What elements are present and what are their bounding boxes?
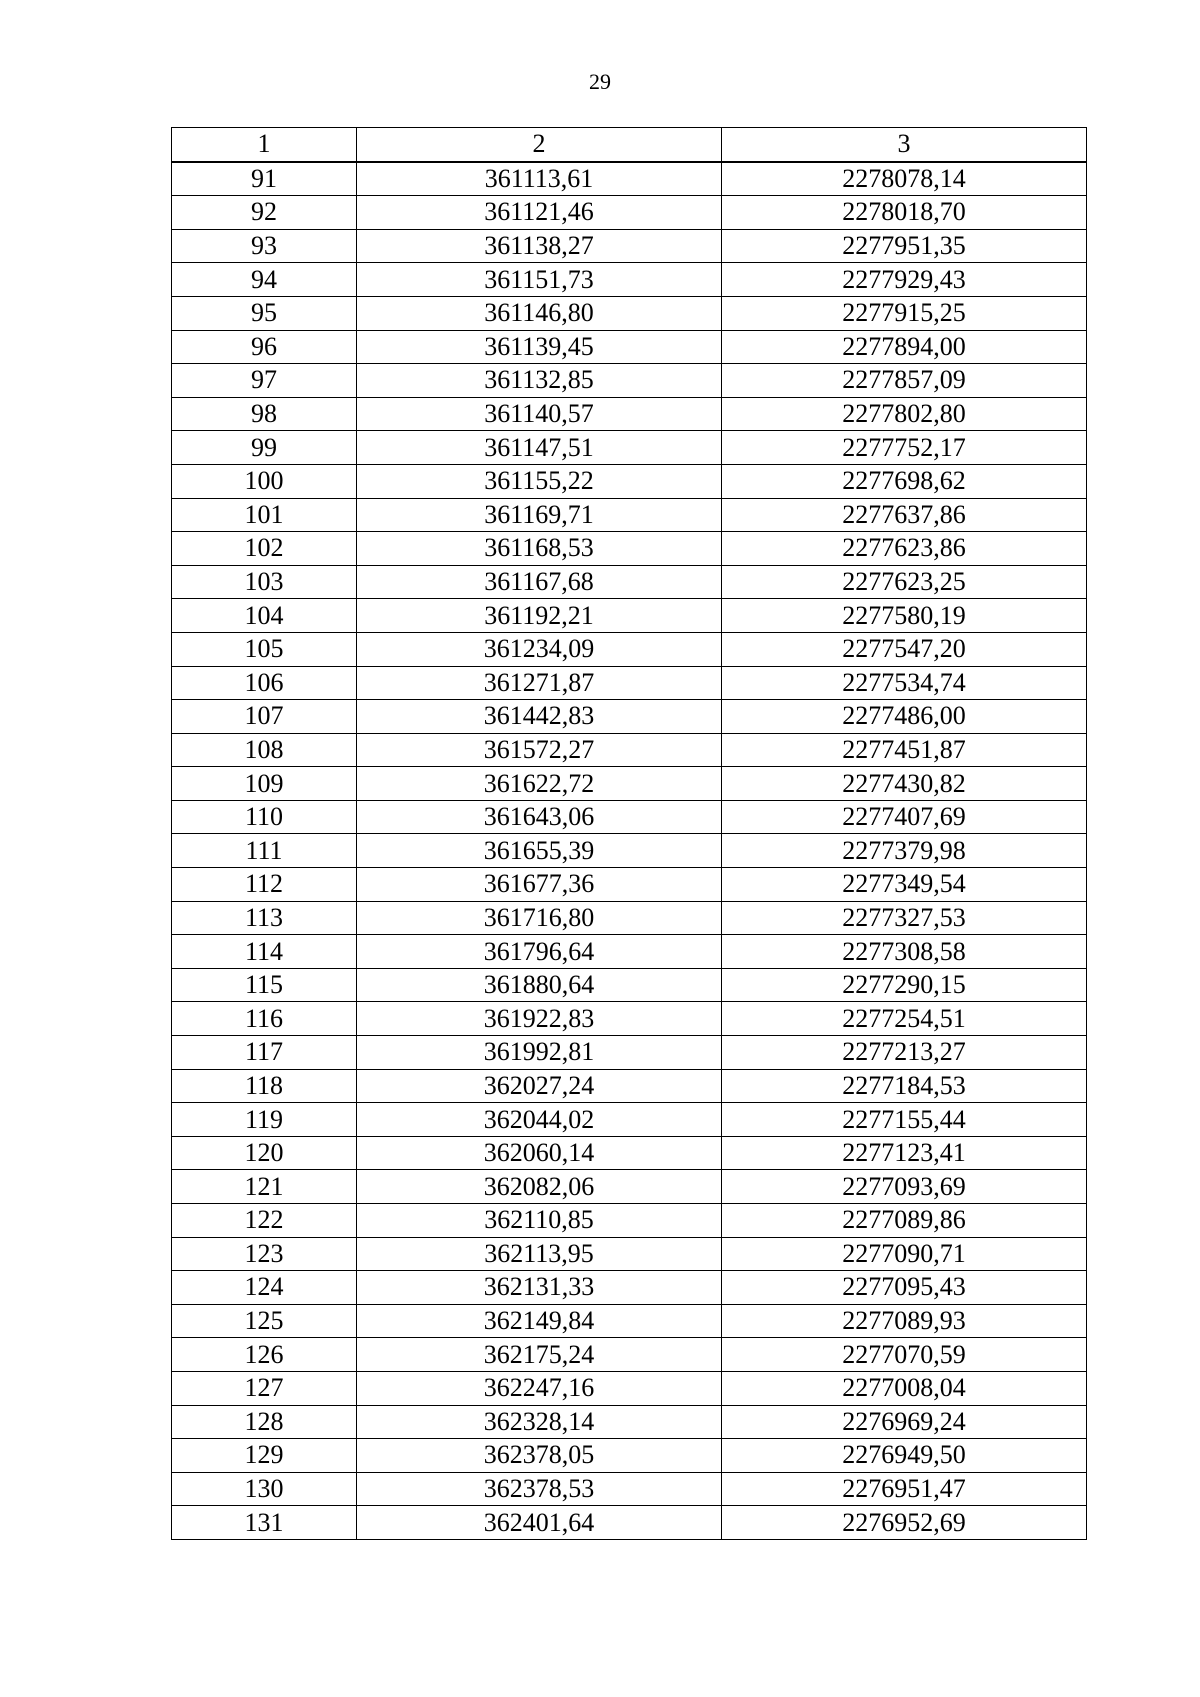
coordinate-y-cell: 2277123,41 bbox=[722, 1136, 1087, 1170]
table-row bbox=[172, 868, 1087, 902]
coordinate-x-cell: 361192,21 bbox=[357, 599, 722, 633]
point-number-cell: 102 bbox=[172, 532, 357, 566]
point-number-cell: 114 bbox=[172, 935, 357, 969]
point-number-cell: 111 bbox=[172, 834, 357, 868]
point-number-cell: 104 bbox=[172, 599, 357, 633]
point-number-cell: 110 bbox=[172, 800, 357, 834]
point-number-cell: 128 bbox=[172, 1405, 357, 1439]
coordinate-y-cell: 2277184,53 bbox=[722, 1069, 1087, 1103]
coordinate-x-cell: 361140,57 bbox=[357, 397, 722, 431]
coordinate-y-cell: 2277407,69 bbox=[722, 800, 1087, 834]
point-number-cell: 116 bbox=[172, 1002, 357, 1036]
coordinate-y-cell: 2276949,50 bbox=[722, 1439, 1087, 1473]
coordinate-x-cell: 361271,87 bbox=[357, 666, 722, 700]
point-number-cell: 100 bbox=[172, 464, 357, 498]
coordinate-x-cell: 362082,06 bbox=[357, 1170, 722, 1204]
coordinate-y-cell: 2277008,04 bbox=[722, 1371, 1087, 1405]
point-number-cell: 96 bbox=[172, 330, 357, 364]
table-row bbox=[172, 1506, 1087, 1540]
point-number-cell: 97 bbox=[172, 364, 357, 398]
coordinate-y-cell: 2276969,24 bbox=[722, 1405, 1087, 1439]
coordinate-x-cell: 361146,80 bbox=[357, 296, 722, 330]
coordinate-y-cell: 2277349,54 bbox=[722, 868, 1087, 902]
point-number-cell: 117 bbox=[172, 1036, 357, 1070]
coordinate-y-cell: 2277752,17 bbox=[722, 431, 1087, 465]
table-row bbox=[172, 1371, 1087, 1405]
coordinate-y-cell: 2277486,00 bbox=[722, 700, 1087, 734]
coordinate-x-cell: 361716,80 bbox=[357, 901, 722, 935]
coordinate-y-cell: 2277090,71 bbox=[722, 1237, 1087, 1271]
coordinate-x-cell: 361139,45 bbox=[357, 330, 722, 364]
point-number-cell: 118 bbox=[172, 1069, 357, 1103]
point-number-cell: 126 bbox=[172, 1338, 357, 1372]
coordinate-x-cell: 361992,81 bbox=[357, 1036, 722, 1070]
coordinate-y-cell: 2277580,19 bbox=[722, 599, 1087, 633]
coordinate-y-cell: 2277070,59 bbox=[722, 1338, 1087, 1372]
point-number-cell: 92 bbox=[172, 196, 357, 230]
column-header-2: 2 bbox=[357, 128, 722, 162]
coordinate-y-cell: 2277802,80 bbox=[722, 397, 1087, 431]
table-row bbox=[172, 162, 1087, 196]
table-row bbox=[172, 800, 1087, 834]
coordinate-y-cell: 2276952,69 bbox=[722, 1506, 1087, 1540]
point-number-cell: 98 bbox=[172, 397, 357, 431]
point-number-cell: 124 bbox=[172, 1271, 357, 1305]
coordinate-y-cell: 2277254,51 bbox=[722, 1002, 1087, 1036]
coordinate-x-cell: 361155,22 bbox=[357, 464, 722, 498]
point-number-cell: 123 bbox=[172, 1237, 357, 1271]
table-row bbox=[172, 1036, 1087, 1070]
table-row bbox=[172, 968, 1087, 1002]
table-row bbox=[172, 733, 1087, 767]
table-row bbox=[172, 1237, 1087, 1271]
point-number-cell: 119 bbox=[172, 1103, 357, 1137]
point-number-cell: 112 bbox=[172, 868, 357, 902]
coordinate-x-cell: 361121,46 bbox=[357, 196, 722, 230]
coordinate-y-cell: 2277213,27 bbox=[722, 1036, 1087, 1070]
coordinate-x-cell: 361167,68 bbox=[357, 565, 722, 599]
table-row bbox=[172, 1136, 1087, 1170]
coordinate-x-cell: 362060,14 bbox=[357, 1136, 722, 1170]
coordinate-x-cell: 361655,39 bbox=[357, 834, 722, 868]
point-number-cell: 93 bbox=[172, 229, 357, 263]
coordinate-y-cell: 2277430,82 bbox=[722, 767, 1087, 801]
point-number-cell: 91 bbox=[172, 162, 357, 196]
table-row bbox=[172, 364, 1087, 398]
coordinate-x-cell: 361147,51 bbox=[357, 431, 722, 465]
point-number-cell: 120 bbox=[172, 1136, 357, 1170]
point-number-cell: 95 bbox=[172, 296, 357, 330]
table-row bbox=[172, 532, 1087, 566]
table-row bbox=[172, 1204, 1087, 1238]
coordinate-x-cell: 361442,83 bbox=[357, 700, 722, 734]
point-number-cell: 121 bbox=[172, 1170, 357, 1204]
coordinate-x-cell: 362027,24 bbox=[357, 1069, 722, 1103]
coordinate-y-cell: 2276951,47 bbox=[722, 1472, 1087, 1506]
point-number-cell: 103 bbox=[172, 565, 357, 599]
coordinate-x-cell: 361677,36 bbox=[357, 868, 722, 902]
coordinate-y-cell: 2277308,58 bbox=[722, 935, 1087, 969]
coordinate-x-cell: 361796,64 bbox=[357, 935, 722, 969]
coordinate-x-cell: 362247,16 bbox=[357, 1371, 722, 1405]
point-number-cell: 101 bbox=[172, 498, 357, 532]
point-number-cell: 130 bbox=[172, 1472, 357, 1506]
coordinate-x-cell: 362110,85 bbox=[357, 1204, 722, 1238]
column-header-1: 1 bbox=[172, 128, 357, 162]
table-row bbox=[172, 700, 1087, 734]
coordinate-y-cell: 2277451,87 bbox=[722, 733, 1087, 767]
table-row bbox=[172, 1338, 1087, 1372]
coordinate-y-cell: 2277290,15 bbox=[722, 968, 1087, 1002]
table-row bbox=[172, 599, 1087, 633]
coordinate-y-cell: 2277379,98 bbox=[722, 834, 1087, 868]
coordinate-y-cell: 2277089,86 bbox=[722, 1204, 1087, 1238]
table-row bbox=[172, 1069, 1087, 1103]
coordinate-x-cell: 362149,84 bbox=[357, 1304, 722, 1338]
table-row bbox=[172, 196, 1087, 230]
coordinate-x-cell: 362378,05 bbox=[357, 1439, 722, 1473]
point-number-cell: 131 bbox=[172, 1506, 357, 1540]
coordinate-x-cell: 361113,61 bbox=[357, 162, 722, 196]
coordinate-x-cell: 361622,72 bbox=[357, 767, 722, 801]
coordinate-x-cell: 361168,53 bbox=[357, 532, 722, 566]
coordinate-y-cell: 2277095,43 bbox=[722, 1271, 1087, 1305]
table-row bbox=[172, 901, 1087, 935]
point-number-cell: 127 bbox=[172, 1371, 357, 1405]
coordinate-x-cell: 361151,73 bbox=[357, 263, 722, 297]
coordinate-y-cell: 2277547,20 bbox=[722, 632, 1087, 666]
coordinate-x-cell: 362113,95 bbox=[357, 1237, 722, 1271]
table-row bbox=[172, 263, 1087, 297]
coordinate-x-cell: 362328,14 bbox=[357, 1405, 722, 1439]
coordinate-y-cell: 2277929,43 bbox=[722, 263, 1087, 297]
point-number-cell: 105 bbox=[172, 632, 357, 666]
coordinate-y-cell: 2278018,70 bbox=[722, 196, 1087, 230]
table-row bbox=[172, 666, 1087, 700]
coordinate-x-cell: 361169,71 bbox=[357, 498, 722, 532]
table-row bbox=[172, 1405, 1087, 1439]
coordinate-x-cell: 362044,02 bbox=[357, 1103, 722, 1137]
point-number-cell: 113 bbox=[172, 901, 357, 935]
table-row bbox=[172, 464, 1087, 498]
coordinate-y-cell: 2277093,69 bbox=[722, 1170, 1087, 1204]
table-row bbox=[172, 565, 1087, 599]
table-row bbox=[172, 1271, 1087, 1305]
coordinate-x-cell: 362378,53 bbox=[357, 1472, 722, 1506]
coordinate-y-cell: 2278078,14 bbox=[722, 162, 1087, 196]
point-number-cell: 108 bbox=[172, 733, 357, 767]
coordinate-y-cell: 2277155,44 bbox=[722, 1103, 1087, 1137]
table-row bbox=[172, 498, 1087, 532]
coordinate-y-cell: 2277915,25 bbox=[722, 296, 1087, 330]
point-number-cell: 106 bbox=[172, 666, 357, 700]
table-row bbox=[172, 767, 1087, 801]
table-row bbox=[172, 397, 1087, 431]
point-number-cell: 122 bbox=[172, 1204, 357, 1238]
point-number-cell: 129 bbox=[172, 1439, 357, 1473]
point-number-cell: 99 bbox=[172, 431, 357, 465]
coordinates-table bbox=[171, 127, 1087, 1540]
coordinate-x-cell: 361234,09 bbox=[357, 632, 722, 666]
coordinate-y-cell: 2277327,53 bbox=[722, 901, 1087, 935]
point-number-cell: 94 bbox=[172, 263, 357, 297]
column-header-3: 3 bbox=[722, 128, 1087, 162]
point-number-cell: 115 bbox=[172, 968, 357, 1002]
coordinate-y-cell: 2277698,62 bbox=[722, 464, 1087, 498]
coordinate-y-cell: 2277623,86 bbox=[722, 532, 1087, 566]
table-row bbox=[172, 1472, 1087, 1506]
table-row bbox=[172, 1439, 1087, 1473]
table-row bbox=[172, 1304, 1087, 1338]
coordinate-x-cell: 361572,27 bbox=[357, 733, 722, 767]
point-number-cell: 107 bbox=[172, 700, 357, 734]
coordinate-x-cell: 361643,06 bbox=[357, 800, 722, 834]
table-body bbox=[172, 162, 1087, 1540]
page-number: 29 bbox=[589, 69, 611, 94]
coordinate-y-cell: 2277894,00 bbox=[722, 330, 1087, 364]
coordinate-y-cell: 2277857,09 bbox=[722, 364, 1087, 398]
table-row bbox=[172, 1170, 1087, 1204]
table-row bbox=[172, 834, 1087, 868]
coordinate-x-cell: 361138,27 bbox=[357, 229, 722, 263]
table-row bbox=[172, 229, 1087, 263]
coordinate-y-cell: 2277951,35 bbox=[722, 229, 1087, 263]
coordinate-x-cell: 361880,64 bbox=[357, 968, 722, 1002]
coordinate-y-cell: 2277623,25 bbox=[722, 565, 1087, 599]
table-row bbox=[172, 296, 1087, 330]
coordinate-x-cell: 362131,33 bbox=[357, 1271, 722, 1305]
coordinate-x-cell: 361132,85 bbox=[357, 364, 722, 398]
coordinate-x-cell: 362401,64 bbox=[357, 1506, 722, 1540]
coordinate-x-cell: 362175,24 bbox=[357, 1338, 722, 1372]
point-number-cell: 109 bbox=[172, 767, 357, 801]
coordinate-y-cell: 2277089,93 bbox=[722, 1304, 1087, 1338]
table-row bbox=[172, 1103, 1087, 1137]
coordinate-y-cell: 2277534,74 bbox=[722, 666, 1087, 700]
table-row bbox=[172, 935, 1087, 969]
coordinate-x-cell: 361922,83 bbox=[357, 1002, 722, 1036]
table-row bbox=[172, 431, 1087, 465]
coordinate-y-cell: 2277637,86 bbox=[722, 498, 1087, 532]
table-row bbox=[172, 330, 1087, 364]
table-row bbox=[172, 1002, 1087, 1036]
table-header-row bbox=[172, 128, 1087, 162]
point-number-cell: 125 bbox=[172, 1304, 357, 1338]
table-row bbox=[172, 632, 1087, 666]
